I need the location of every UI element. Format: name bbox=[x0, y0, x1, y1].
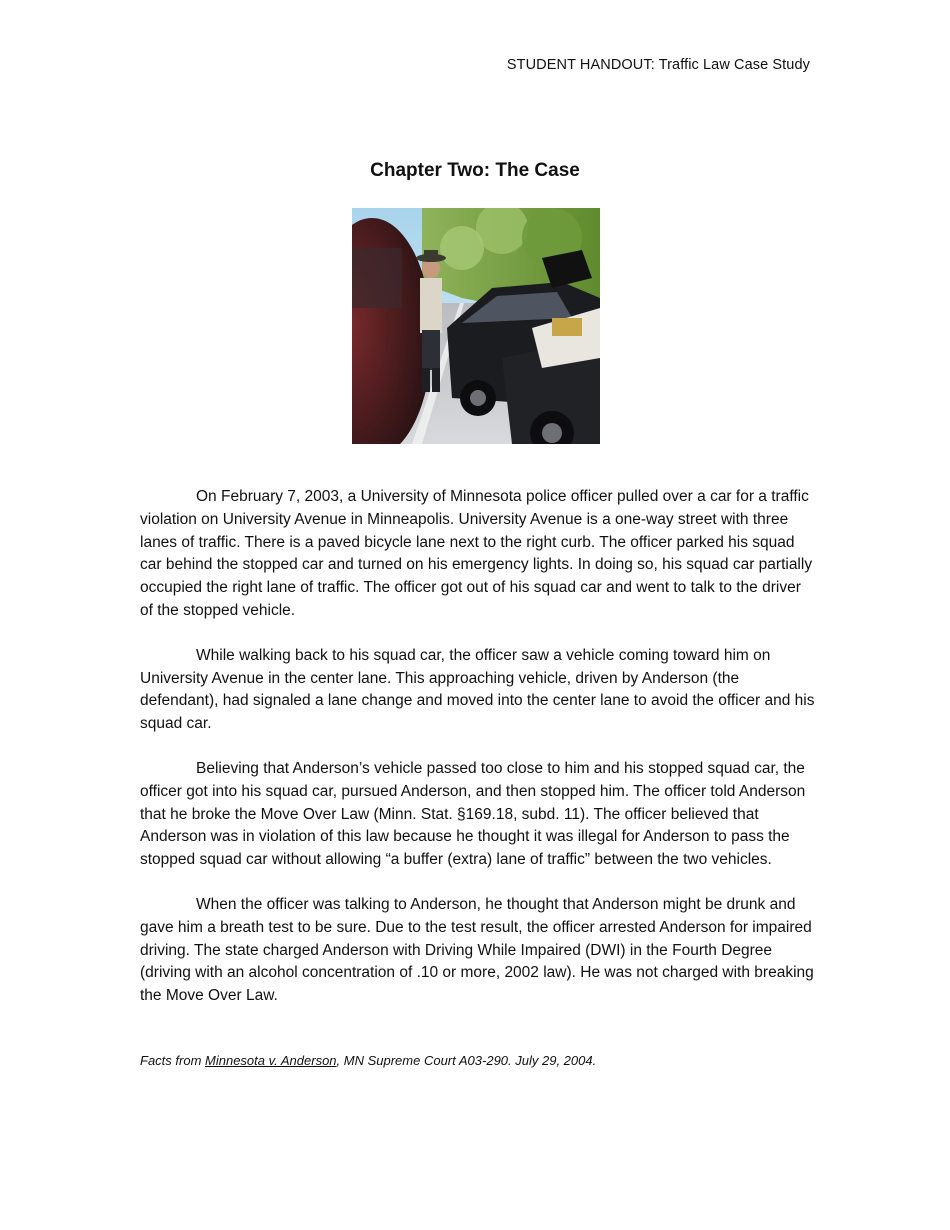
chapter-title: Chapter Two: The Case bbox=[370, 160, 580, 181]
case-narrative bbox=[140, 486, 816, 1030]
case-citation bbox=[140, 1053, 596, 1068]
citation-prefix: Facts from bbox=[140, 1053, 206, 1068]
citation-suffix: , MN Supreme Court A03-290. July 29, 2004. bbox=[336, 1053, 597, 1068]
paragraph-approaching-vehicle: While walking back to his squad car, the officer saw a vehicle coming toward him on University Avenue in the center lane. This approaching vehicle, driven by Anderson (the defendant), had signaled a lane change and moved into the center lane to avoid the officer and his squad car. bbox=[140, 646, 815, 733]
handout-header: STUDENT HANDOUT: Traffic Law Case Study bbox=[506, 57, 810, 73]
police-traffic-stop-photo bbox=[352, 208, 600, 444]
paragraph-move-over-law: Believing that Anderson’s vehicle passed too close to him and his stopped squad car, the officer got into his squad car, pursued Anderson, and then stopped him. The officer told Anderson that he broke the Move Over Law (Minn. Stat. §169.18, subd. 11). The officer believed that Anderson was in violation of this law because he thought it was illegal for Anderson to pass the stopped squad car without allowing “a buffer (extra) lane of traffic” between the two vehicles. bbox=[140, 759, 806, 869]
citation-case-name: Minnesota v. Anderson bbox=[205, 1053, 337, 1068]
paragraph-traffic-stop: On February 7, 2003, a University of Minnesota police officer pulled over a car for a traffic violation on University Avenue in Minneapolis. University Avenue is a one-way street with three lanes of traffic. There is a paved bicycle lane next to the right curb. The officer parked his squad car behind the stopped car and turned on his emergency lights. In doing so, his squad car partially occupied the right lane of traffic. The officer got out of his squad car and went to talk to the driver of the stopped vehicle. bbox=[140, 488, 813, 619]
paragraph-dwi-charge: When the officer was talking to Anderson, he thought that Anderson might be drunk and gave him a breath test to be sure. Due to the test result, the officer arrested Anderson for impaired driving. The state charged Anderson with Driving While Impaired (DWI) in the Fourth Degree (driving with an alcohol concentration of .10 or more, 2002 law). He was not charged with breaking the Move Over Law. bbox=[140, 895, 814, 1005]
